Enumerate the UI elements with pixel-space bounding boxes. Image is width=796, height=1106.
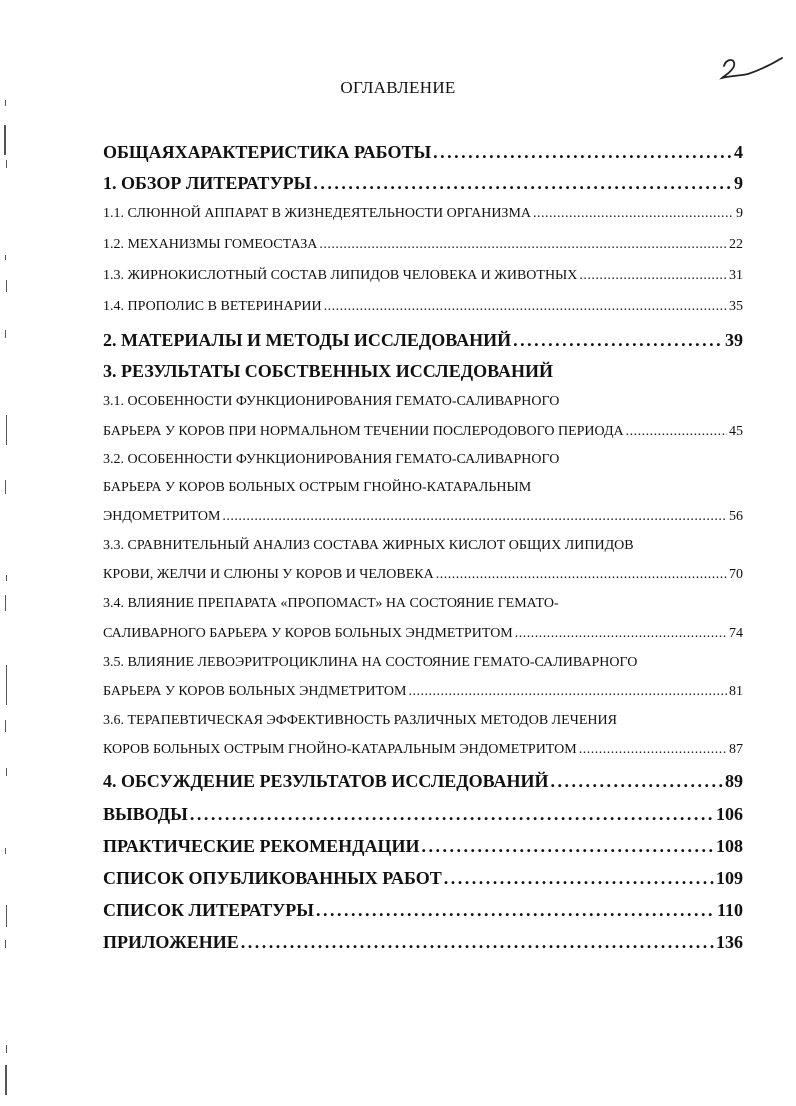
toc-entry-page: 45 xyxy=(729,424,743,439)
toc-entry-label: БАРЬЕРА У КОРОВ БОЛЬНЫХ ЭНДМЕТРИТОМ xyxy=(103,684,407,699)
toc-entry xyxy=(103,771,743,792)
toc-dot-leader xyxy=(408,684,727,700)
toc-entry-label: ПРАКТИЧЕСКИЕ РЕКОМЕНДАЦИИ xyxy=(103,836,420,856)
toc-entry-label: 1.4. ПРОПОЛИС В ВЕТЕРИНАРИИ xyxy=(103,299,322,314)
toc-entry-label: ЭНДОМЕТРИТОМ xyxy=(103,509,221,524)
toc-dot-leader xyxy=(313,173,732,194)
toc-entry-page: 74 xyxy=(729,626,743,641)
toc-entry xyxy=(103,173,743,194)
toc-entry-label: 1.1. СЛЮННОЙ АППАРАТ В ЖИЗНЕДЕЯТЕЛЬНОСТИ ОРГАНИЗМА xyxy=(103,206,532,221)
toc-entry xyxy=(103,330,743,351)
toc-entry xyxy=(103,932,743,953)
toc-entry-label-line: 3.6. ТЕРАПЕВТИЧЕСКАЯ ЭФФЕКТИВНОСТЬ РАЗЛИЧНЫХ МЕТОДОВ ЛЕЧЕНИЯ xyxy=(103,713,617,728)
toc-entry xyxy=(103,868,743,889)
toc-entry xyxy=(103,299,743,315)
toc-entry xyxy=(103,836,743,857)
toc-entry xyxy=(103,804,743,825)
toc-entry xyxy=(103,684,743,700)
toc-dot-leader xyxy=(515,626,727,642)
toc-entry-page: 70 xyxy=(729,567,743,582)
toc-entry xyxy=(103,626,743,642)
toc-dot-leader xyxy=(222,509,727,525)
toc-dot-leader xyxy=(436,567,727,583)
page-title: ОГЛАВЛЕНИЕ xyxy=(340,78,456,97)
toc-entry-label: 2. МАТЕРИАЛЫ И МЕТОДЫ ИССЛЕДОВАНИЙ xyxy=(103,330,512,350)
toc-entry-page: 35 xyxy=(729,299,743,314)
toc-entry xyxy=(103,268,743,284)
toc-entry xyxy=(103,206,743,222)
toc-entry xyxy=(103,567,743,583)
toc-entry-label: ОБЩАЯХАРАКТЕРИСТИКА РАБОТЫ xyxy=(103,142,432,162)
toc-entry-label-line: 3.1. ОСОБЕННОСТИ ФУНКЦИОНИРОВАНИЯ ГЕМАТО-САЛИВАРНОГО xyxy=(103,394,560,409)
toc-entry-label: КОРОВ БОЛЬНЫХ ОСТРЫМ ГНОЙНО-КАТАРАЛЬНЫМ ЭНДОМЕТРИТОМ xyxy=(103,742,577,757)
toc-entry-label: ПРИЛОЖЕНИЕ xyxy=(103,932,239,952)
toc-entry-page: 136 xyxy=(716,932,743,952)
toc-dot-leader xyxy=(513,330,723,351)
toc-entry-page: 9 xyxy=(734,173,743,193)
toc-dot-leader xyxy=(579,268,727,284)
toc-entry xyxy=(103,900,743,921)
toc-entry-label-line: БАРЬЕРА У КОРОВ БОЛЬНЫХ ОСТРЫМ ГНОЙНО-КАТАРАЛЬНЫМ xyxy=(103,480,532,495)
toc-dot-leader xyxy=(316,900,715,921)
toc-dot-leader xyxy=(444,868,714,889)
toc-dot-leader xyxy=(324,299,727,315)
toc-entry-page: 89 xyxy=(725,771,743,791)
toc-entry-label: СПИСОК ОПУБЛИКОВАННЫХ РАБОТ xyxy=(103,868,442,888)
toc-entry-label-line: 3.3. СРАВНИТЕЛЬНЫЙ АНАЛИЗ СОСТАВА ЖИРНЫХ КИСЛОТ ОБЩИХ ЛИПИДОВ xyxy=(103,538,634,553)
toc-entry-page: 4 xyxy=(734,142,743,162)
toc-entry-page: 39 xyxy=(725,330,743,350)
toc-entry-page: 56 xyxy=(729,509,743,524)
toc-entry xyxy=(103,424,743,440)
toc-dot-leader xyxy=(626,424,727,440)
toc-dot-leader xyxy=(319,237,727,253)
toc-entry-page: 108 xyxy=(716,836,743,856)
toc-entry-label: ВЫВОДЫ xyxy=(103,804,188,824)
toc-entry-label: 4. ОБСУЖДЕНИЕ РЕЗУЛЬТАТОВ ИССЛЕДОВАНИЙ xyxy=(103,771,549,791)
toc-dot-leader xyxy=(190,804,714,825)
toc-entry-label: 1.3. ЖИРНОКИСЛОТНЫЙ СОСТАВ ЛИПИДОВ ЧЕЛОВЕКА И ЖИВОТНЫХ xyxy=(103,268,578,283)
toc-entry-label: БАРЬЕРА У КОРОВ ПРИ НОРМАЛЬНОМ ТЕЧЕНИИ ПОСЛЕРОДОВОГО ПЕРИОДА xyxy=(103,424,624,439)
toc-dot-leader xyxy=(422,836,714,857)
toc-dot-leader xyxy=(551,771,723,792)
toc-entry-label: 1.2. МЕХАНИЗМЫ ГОМЕОСТАЗА xyxy=(103,237,318,252)
toc-dot-leader xyxy=(433,142,732,163)
toc-entry-label: САЛИВАРНОГО БАРЬЕРА У КОРОВ БОЛЬНЫХ ЭНДМЕТРИТОМ xyxy=(103,626,513,641)
toc-entry-label-line: 3.4. ВЛИЯНИЕ ПРЕПАРАТА «ПРОПОМАСТ» НА СОСТОЯНИЕ ГЕМАТО- xyxy=(103,596,559,611)
toc-entry-label-line: 3.2. ОСОБЕННОСТИ ФУНКЦИОНИРОВАНИЯ ГЕМАТО-САЛИВАРНОГО xyxy=(103,452,560,467)
toc-entry-label-line: 3.5. ВЛИЯНИЕ ЛЕВОЭРИТРОЦИКЛИНА НА СОСТОЯНИЕ ГЕМАТО-САЛИВАРНОГО xyxy=(103,655,638,670)
toc-entry xyxy=(103,237,743,253)
toc-dot-leader xyxy=(533,206,734,222)
toc-entry-page: 109 xyxy=(716,868,743,888)
toc-dot-leader xyxy=(579,742,727,758)
toc-entry-page: 9 xyxy=(736,206,743,221)
toc-entry-page: 31 xyxy=(729,268,743,283)
toc-entry-page: 87 xyxy=(729,742,743,757)
toc-dot-leader xyxy=(241,932,714,953)
toc-entry xyxy=(103,742,743,758)
scan-margin-specks xyxy=(0,0,14,1106)
toc-entry-page: 81 xyxy=(729,684,743,699)
toc-section-heading: 3. РЕЗУЛЬТАТЫ СОБСТВЕННЫХ ИССЛЕДОВАНИЙ xyxy=(103,361,553,381)
toc-entry-label: 1. ОБЗОР ЛИТЕРАТУРЫ xyxy=(103,173,312,193)
toc-entry xyxy=(103,142,743,163)
toc-entry xyxy=(103,509,743,525)
toc-entry-label: КРОВИ, ЖЕЛЧИ И СЛЮНЫ У КОРОВ И ЧЕЛОВЕКА xyxy=(103,567,434,582)
toc-entry-page: 110 xyxy=(716,900,743,920)
toc-entry-page: 22 xyxy=(729,237,743,252)
toc-entry-page: 106 xyxy=(716,804,743,824)
toc-entry-label: СПИСОК ЛИТЕРАТУРЫ xyxy=(103,900,314,920)
